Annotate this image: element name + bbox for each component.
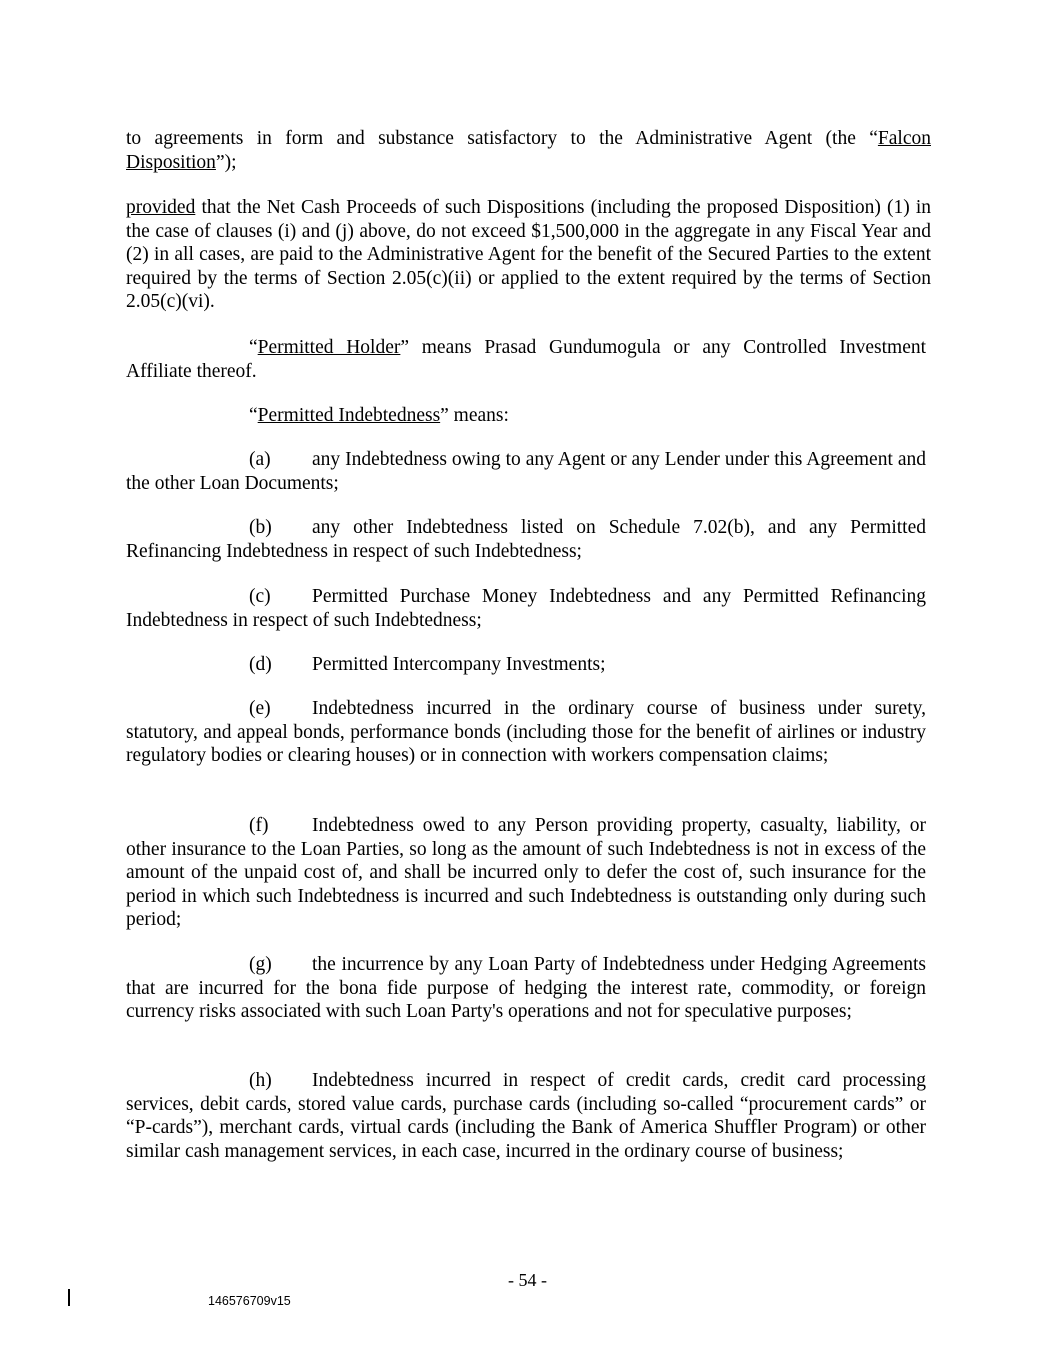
clause-text: Indebtedness incurred in the ordinary course of business under surety, statutory, and appeal bonds, performance bonds (including those for the benefit of airlines or industry regulatory bodies or clearing houses) or in connection with workers compensation claims; [126,698,926,766]
clause-text: Permitted Purchase Money Indebtedness and any Permitted Refinancing Indebtedness in respect of such Indebtedness; [126,586,926,631]
paragraph-provided [126,196,931,314]
page-number: - 54 - [508,1270,547,1290]
clause-text: Indebtedness owed to any Person providing property, casualty, liability, or other insurance to the Loan Parties, so long as the amount of such Indebtedness is not in excess of the amount of the unpaid cost of, and shall be incurred only to defer the cost of, such insurance for the period in which such Indebtedness is incurred and such Indebtedness is outstanding only during such period; [126,815,926,930]
paragraph-text: ”); [215,151,237,173]
defined-term-permitted-holder: Permitted Holder [257,337,401,358]
open-quote: “ [249,337,258,358]
open-quote: “ [249,405,258,426]
clause-text: Permitted Intercompany Investments; [312,654,606,675]
clause-text: any other Indebtedness listed on Schedule 7.02(b), and any Permitted Refinancing Indebtedness in respect of such Indebtedness; [126,517,926,562]
document-id: 146576709v15 [208,1294,291,1308]
definition-text: ” means: [440,405,509,426]
clause-b [126,516,926,563]
paragraph-falcon-disposition [126,127,931,174]
clause-text: Indebtedness incurred in respect of credit cards, credit card processing services, debit cards, stored value cards, purchase cards (including so-called “procurement cards” or “P-cards”), merchant cards, virtual cards (including the Bank of America Shuffler Program) or other similar cash management services, in each case, incurred in the ordinary course of business; [126,1070,926,1162]
clause-label: (f) [249,815,269,836]
paragraph-text: that the Net Cash Proceeds of such Dispositions (including the proposed Disposition) (1) in the case of clauses (i) and (j) above, do not exceed $1,500,000 in the aggregate in any Fiscal Year and (2) in all cases, are paid to the Administrative Agent for the benefit of the Secured Parties to the extent required by the terms of Section 2.05(c)(ii) or applied to the extent required by the terms of Section 2.05(c)(vi). [126,197,931,312]
clause-label: (b) [249,517,272,538]
clause-label: (e) [249,698,271,719]
definition-permitted-indebtedness [126,404,926,428]
clause-label: (c) [249,586,271,607]
definition-text: ” means Prasad Gundumogula or any Controlled Investment Affiliate thereof. [126,337,927,382]
clause-f [126,814,926,932]
clause-label: (g) [249,954,272,975]
clause-label: (a) [249,449,271,470]
clause-c [126,585,926,632]
definition-permitted-holder [126,336,926,383]
clause-text: any Indebtedness owing to any Agent or any Lender under this Agreement and the other Loan Documents; [126,449,926,494]
defined-term-falcon-disposition: Falcon Disposition [126,128,931,173]
clause-h [126,1069,926,1163]
clause-a [126,448,926,495]
clause-g [126,953,926,1024]
defined-term-permitted-indebtedness: Permitted Indebtedness [257,405,441,426]
clause-e [126,697,926,768]
paragraph-text: to agreements in form and substance satisfactory to the Administrative Agent (the “ [126,128,878,149]
clause-label: (d) [249,654,272,675]
clause-text: the incurrence by any Loan Party of Indebtedness under Hedging Agreements that are incurred for the bona fide purpose of hedging the interest rate, commodity, or foreign currency risks associated with such Loan Party's operations and not for speculative purposes; [126,954,926,1022]
provided-keyword: provided [126,197,196,218]
clause-label: (h) [249,1070,272,1091]
clause-d [126,653,926,677]
revision-bar [68,1289,70,1306]
